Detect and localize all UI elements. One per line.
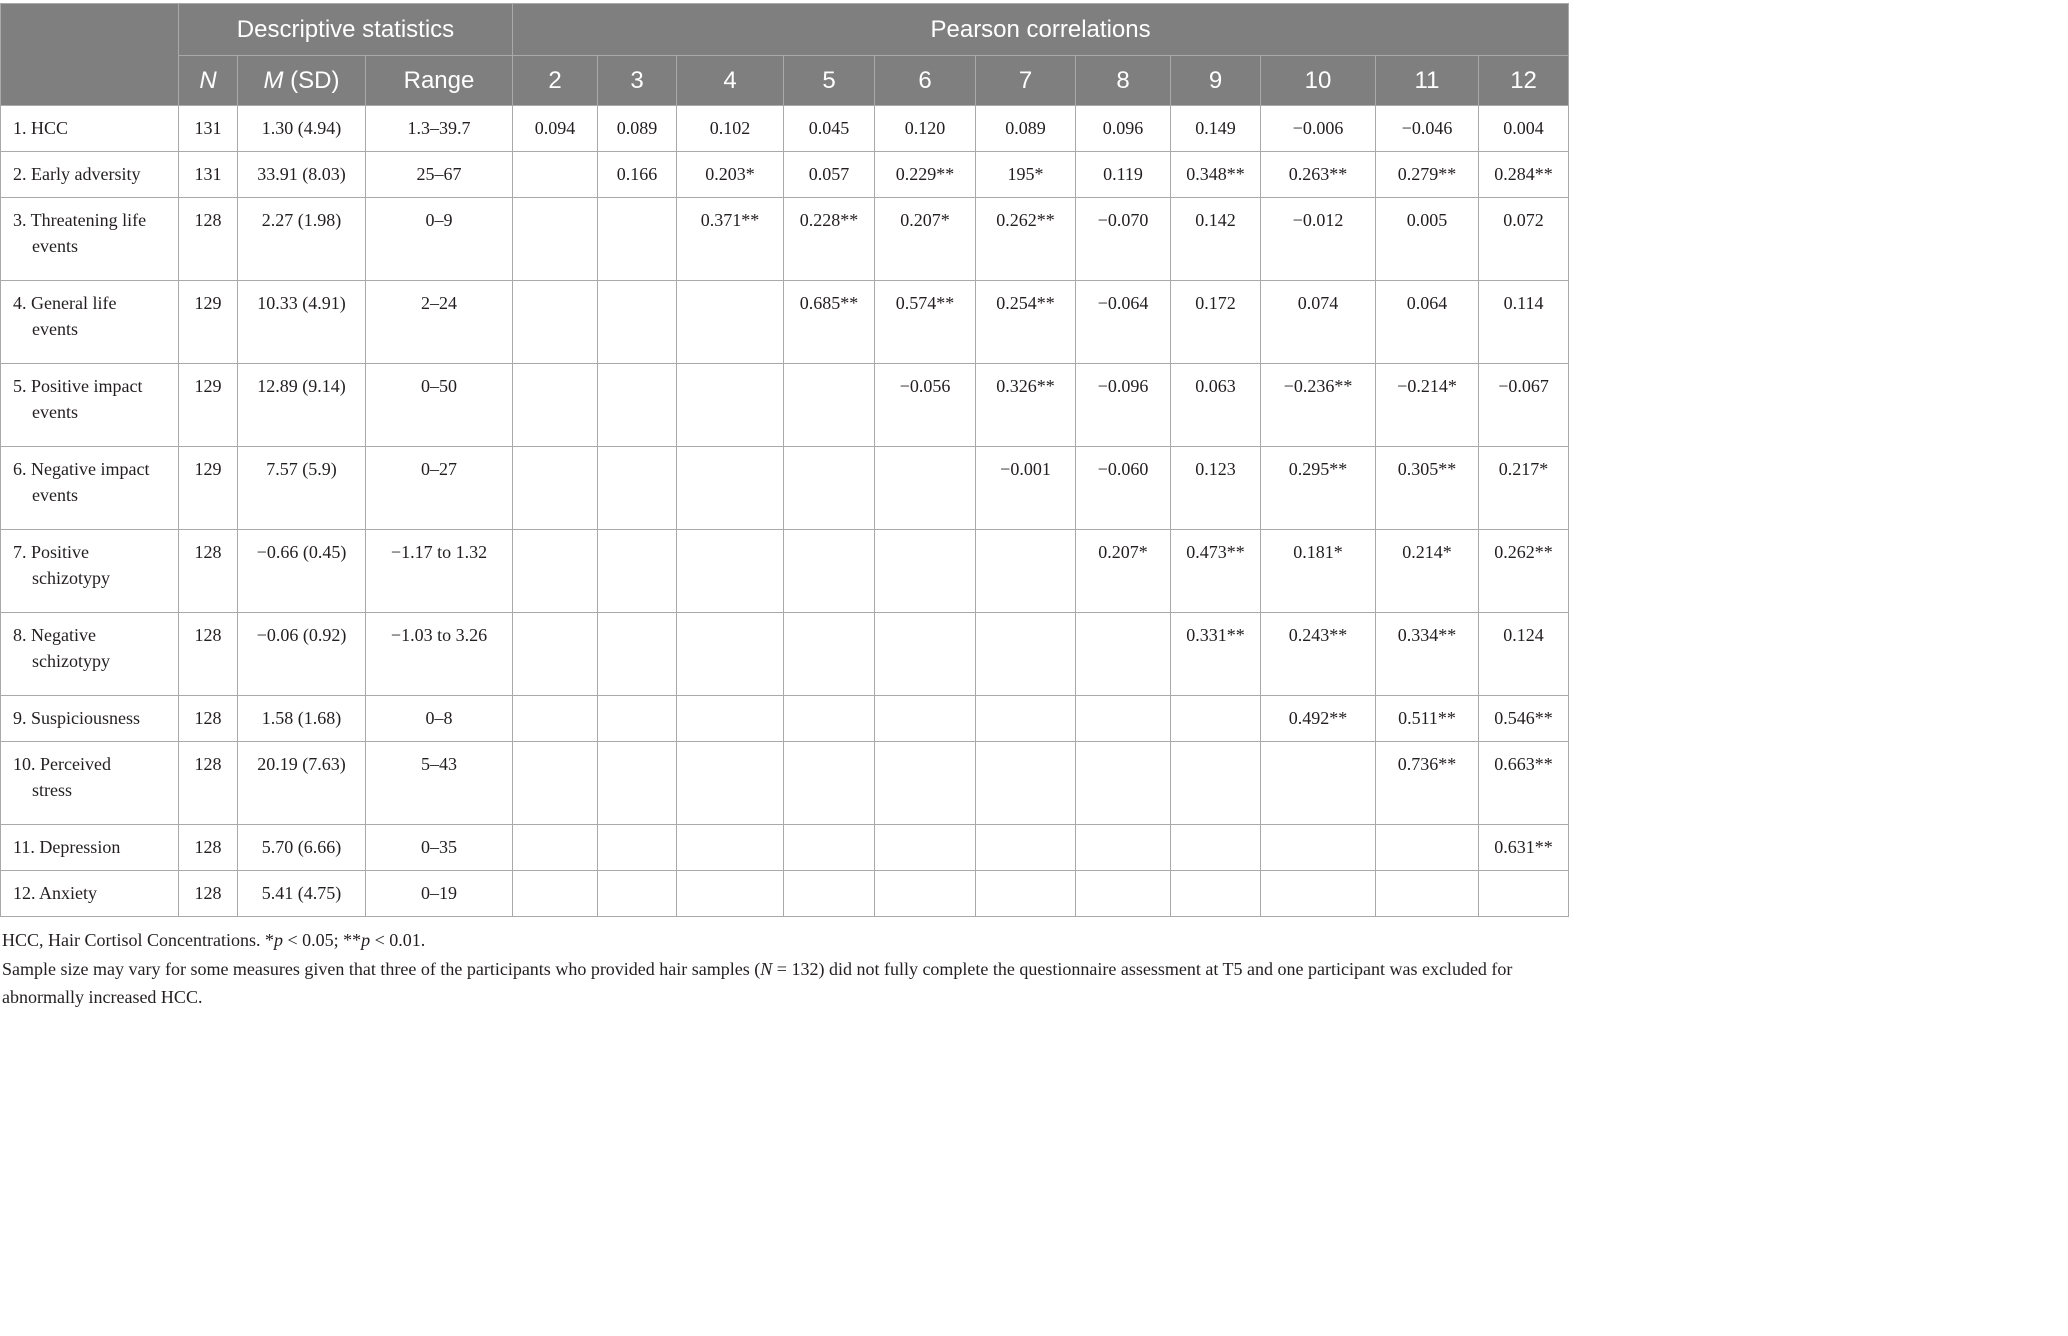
cell-correlation: 0.045 xyxy=(784,106,875,152)
row-label-line: events xyxy=(32,319,78,339)
cell-correlation xyxy=(875,613,976,696)
cell-correlation: 0.207* xyxy=(1076,530,1171,613)
cell-correlation xyxy=(875,871,976,917)
cell-correlation: 0.279** xyxy=(1376,152,1479,198)
cell-correlation xyxy=(784,696,875,742)
cell-correlation xyxy=(1261,825,1376,871)
footnote-abbreviations: HCC, Hair Cortisol Concentrations. *p < 0.05; **p < 0.01. xyxy=(2,930,426,950)
cell-correlation: −0.056 xyxy=(875,364,976,447)
cell-correlation: 0.149 xyxy=(1171,106,1261,152)
cell-mean-sd: −0.66 (0.45) xyxy=(238,530,366,613)
row-label-line: 1. HCC xyxy=(13,118,69,138)
cell-correlation: 0.685** xyxy=(784,281,875,364)
row-label-line: events xyxy=(32,485,78,505)
cell-correlation xyxy=(598,696,677,742)
cell-correlation xyxy=(598,364,677,447)
cell-correlation: 0.181* xyxy=(1261,530,1376,613)
table-row xyxy=(1,825,1569,871)
cell-correlation xyxy=(1076,742,1171,825)
cell-correlation xyxy=(875,742,976,825)
cell-n: 128 xyxy=(179,825,238,871)
cell-correlation xyxy=(598,871,677,917)
cell-correlation xyxy=(677,825,784,871)
cell-mean-sd: 12.89 (9.14) xyxy=(238,364,366,447)
cell-correlation: 0.229** xyxy=(875,152,976,198)
cell-n: 128 xyxy=(179,613,238,696)
cell-correlation xyxy=(677,871,784,917)
cell-correlation xyxy=(976,696,1076,742)
cell-mean-sd: −0.06 (0.92) xyxy=(238,613,366,696)
cell-correlation: 0.371** xyxy=(677,198,784,281)
cell-correlation: 0.172 xyxy=(1171,281,1261,364)
cell-range: 25–67 xyxy=(366,152,513,198)
cell-correlation: −0.046 xyxy=(1376,106,1479,152)
cell-correlation xyxy=(598,281,677,364)
cell-correlation xyxy=(1171,825,1261,871)
cell-range: 0–8 xyxy=(366,696,513,742)
row-label-line: 12. Anxiety xyxy=(13,883,97,903)
cell-correlation xyxy=(513,825,598,871)
cell-correlation: 0.331** xyxy=(1171,613,1261,696)
cell-mean-sd: 10.33 (4.91) xyxy=(238,281,366,364)
cell-correlation xyxy=(513,613,598,696)
cell-correlation xyxy=(513,871,598,917)
cell-correlation: 0.263** xyxy=(1261,152,1376,198)
row-label xyxy=(1,530,179,613)
table-row xyxy=(1,447,1569,530)
table-row xyxy=(1,106,1569,152)
table-row xyxy=(1,613,1569,696)
cell-correlation: −0.060 xyxy=(1076,447,1171,530)
cell-correlation xyxy=(784,613,875,696)
cell-correlation xyxy=(513,152,598,198)
row-label-line: 7. Positive xyxy=(13,542,90,562)
cell-correlation: −0.012 xyxy=(1261,198,1376,281)
cell-correlation xyxy=(976,825,1076,871)
cell-n: 129 xyxy=(179,281,238,364)
cell-n: 128 xyxy=(179,198,238,281)
cell-correlation xyxy=(513,364,598,447)
cell-correlation xyxy=(1376,871,1479,917)
cell-correlation: 0.262** xyxy=(976,198,1076,281)
header-corr-col: 4 xyxy=(677,56,784,106)
row-label-line: stress xyxy=(32,780,72,800)
cell-correlation xyxy=(784,871,875,917)
cell-mean-sd: 1.58 (1.68) xyxy=(238,696,366,742)
cell-correlation: 0.089 xyxy=(976,106,1076,152)
cell-correlation: 0.492** xyxy=(1261,696,1376,742)
cell-correlation xyxy=(875,825,976,871)
cell-correlation xyxy=(1076,871,1171,917)
cell-correlation: 0.631** xyxy=(1479,825,1569,871)
cell-correlation xyxy=(598,198,677,281)
footnote-sample-size: Sample size may vary for some measures given that three of the participants who provided hair samples (N = 132) did not fully complete the questionnaire assessment at T5 and one participant was excluded for abnormally increased HCC. xyxy=(2,958,1513,1007)
cell-correlation xyxy=(1171,871,1261,917)
cell-correlation xyxy=(513,281,598,364)
cell-correlation xyxy=(513,696,598,742)
cell-correlation: 0.005 xyxy=(1376,198,1479,281)
cell-n: 131 xyxy=(179,106,238,152)
row-label-line: events xyxy=(32,236,78,256)
cell-correlation: 0.262** xyxy=(1479,530,1569,613)
header-corr-col: 8 xyxy=(1076,56,1171,106)
cell-correlation xyxy=(1376,825,1479,871)
header-corr-col: 5 xyxy=(784,56,875,106)
cell-correlation: 0.305** xyxy=(1376,447,1479,530)
table-row xyxy=(1,742,1569,825)
cell-correlation: 0.057 xyxy=(784,152,875,198)
cell-correlation: 0.511** xyxy=(1376,696,1479,742)
table-footnotes xyxy=(2,926,1568,1012)
cell-correlation: 0.064 xyxy=(1376,281,1479,364)
header-column-row xyxy=(1,56,1569,106)
cell-mean-sd: 5.41 (4.75) xyxy=(238,871,366,917)
cell-correlation xyxy=(513,198,598,281)
header-pearson-correlations: Pearson correlations xyxy=(513,4,1569,56)
cell-correlation: 0.123 xyxy=(1171,447,1261,530)
cell-correlation xyxy=(875,696,976,742)
cell-correlation: 0.574** xyxy=(875,281,976,364)
row-label-line: 3. Threatening life xyxy=(13,210,147,230)
header-corr-col: 10 xyxy=(1261,56,1376,106)
header-m-sd: M (SD) xyxy=(238,56,366,106)
cell-correlation: −0.006 xyxy=(1261,106,1376,152)
cell-n: 131 xyxy=(179,152,238,198)
row-label-line: schizotypy xyxy=(32,651,110,671)
table-row xyxy=(1,530,1569,613)
cell-correlation xyxy=(677,696,784,742)
cell-correlation: 0.214* xyxy=(1376,530,1479,613)
cell-n: 129 xyxy=(179,364,238,447)
cell-correlation: −0.070 xyxy=(1076,198,1171,281)
cell-correlation: 0.096 xyxy=(1076,106,1171,152)
row-label xyxy=(1,198,179,281)
cell-range: 0–50 xyxy=(366,364,513,447)
cell-correlation: 0.074 xyxy=(1261,281,1376,364)
cell-correlation xyxy=(598,742,677,825)
cell-correlation: 0.166 xyxy=(598,152,677,198)
row-label-line: 6. Negative impact xyxy=(13,459,150,479)
cell-correlation xyxy=(1261,871,1376,917)
row-label xyxy=(1,825,179,871)
cell-correlation xyxy=(784,447,875,530)
cell-correlation: −0.064 xyxy=(1076,281,1171,364)
row-label xyxy=(1,696,179,742)
cell-correlation: 0.089 xyxy=(598,106,677,152)
cell-correlation: −0.096 xyxy=(1076,364,1171,447)
cell-mean-sd: 2.27 (1.98) xyxy=(238,198,366,281)
header-range: Range xyxy=(366,56,513,106)
cell-correlation: 0.072 xyxy=(1479,198,1569,281)
cell-correlation: 0.736** xyxy=(1376,742,1479,825)
header-group-row xyxy=(1,4,1569,56)
cell-correlation xyxy=(1076,825,1171,871)
cell-correlation: 0.120 xyxy=(875,106,976,152)
cell-correlation xyxy=(598,613,677,696)
cell-correlation: 0.119 xyxy=(1076,152,1171,198)
cell-correlation: 0.243** xyxy=(1261,613,1376,696)
cell-correlation xyxy=(976,742,1076,825)
table-row xyxy=(1,696,1569,742)
cell-correlation xyxy=(784,742,875,825)
cell-correlation: 0.663** xyxy=(1479,742,1569,825)
cell-correlation: −0.067 xyxy=(1479,364,1569,447)
cell-correlation: 0.203* xyxy=(677,152,784,198)
cell-n: 128 xyxy=(179,530,238,613)
cell-mean-sd: 33.91 (8.03) xyxy=(238,152,366,198)
cell-correlation: −0.236** xyxy=(1261,364,1376,447)
cell-mean-sd: 5.70 (6.66) xyxy=(238,825,366,871)
header-corr-col: 9 xyxy=(1171,56,1261,106)
row-label xyxy=(1,152,179,198)
cell-correlation xyxy=(677,364,784,447)
header-corr-col: 11 xyxy=(1376,56,1479,106)
row-label xyxy=(1,447,179,530)
cell-correlation xyxy=(513,742,598,825)
cell-range: 5–43 xyxy=(366,742,513,825)
row-label xyxy=(1,106,179,152)
header-corr-col: 2 xyxy=(513,56,598,106)
cell-correlation xyxy=(875,447,976,530)
cell-correlation: −0.001 xyxy=(976,447,1076,530)
cell-n: 128 xyxy=(179,871,238,917)
cell-correlation: 0.102 xyxy=(677,106,784,152)
cell-correlation: 0.063 xyxy=(1171,364,1261,447)
row-label-line: 5. Positive impact xyxy=(13,376,143,396)
cell-mean-sd: 1.30 (4.94) xyxy=(238,106,366,152)
cell-correlation xyxy=(976,613,1076,696)
cell-correlation xyxy=(784,530,875,613)
cell-correlation xyxy=(677,613,784,696)
cell-correlation: 0.473** xyxy=(1171,530,1261,613)
row-label xyxy=(1,742,179,825)
cell-correlation xyxy=(598,447,677,530)
header-corr-col: 7 xyxy=(976,56,1076,106)
cell-correlation xyxy=(976,530,1076,613)
row-label-line: schizotypy xyxy=(32,568,110,588)
cell-range: −1.17 to 1.32 xyxy=(366,530,513,613)
cell-correlation: 0.334** xyxy=(1376,613,1479,696)
correlation-table xyxy=(0,3,1569,917)
cell-range: 0–35 xyxy=(366,825,513,871)
row-label xyxy=(1,281,179,364)
cell-n: 128 xyxy=(179,742,238,825)
row-label-line: 11. Depression xyxy=(13,837,121,857)
cell-mean-sd: 20.19 (7.63) xyxy=(238,742,366,825)
cell-correlation: 0.348** xyxy=(1171,152,1261,198)
cell-correlation xyxy=(598,825,677,871)
cell-correlation xyxy=(513,530,598,613)
cell-correlation xyxy=(677,742,784,825)
cell-correlation xyxy=(1171,742,1261,825)
cell-correlation xyxy=(875,530,976,613)
cell-correlation xyxy=(784,825,875,871)
cell-correlation: 0.142 xyxy=(1171,198,1261,281)
cell-n: 129 xyxy=(179,447,238,530)
cell-correlation xyxy=(784,364,875,447)
cell-correlation: 0.326** xyxy=(976,364,1076,447)
cell-correlation xyxy=(677,530,784,613)
cell-correlation xyxy=(598,530,677,613)
cell-correlation: 0.004 xyxy=(1479,106,1569,152)
cell-range: 0–9 xyxy=(366,198,513,281)
row-label xyxy=(1,364,179,447)
cell-correlation: −0.214* xyxy=(1376,364,1479,447)
cell-correlation: 0.207* xyxy=(875,198,976,281)
cell-correlation xyxy=(1076,613,1171,696)
cell-range: 2–24 xyxy=(366,281,513,364)
cell-correlation xyxy=(677,281,784,364)
table-row xyxy=(1,198,1569,281)
cell-range: 0–19 xyxy=(366,871,513,917)
cell-correlation xyxy=(1479,871,1569,917)
cell-correlation: 0.254** xyxy=(976,281,1076,364)
cell-correlation: 0.295** xyxy=(1261,447,1376,530)
table-row xyxy=(1,281,1569,364)
header-descriptive-statistics: Descriptive statistics xyxy=(179,4,513,56)
cell-mean-sd: 7.57 (5.9) xyxy=(238,447,366,530)
cell-range: 0–27 xyxy=(366,447,513,530)
row-label-line: 2. Early adversity xyxy=(13,164,141,184)
cell-correlation xyxy=(1171,696,1261,742)
cell-range: 1.3–39.7 xyxy=(366,106,513,152)
cell-correlation: 0.217* xyxy=(1479,447,1569,530)
table-body xyxy=(1,106,1569,917)
row-label-line: events xyxy=(32,402,78,422)
header-corr-col: 12 xyxy=(1479,56,1569,106)
cell-correlation: 195* xyxy=(976,152,1076,198)
cell-correlation: 0.124 xyxy=(1479,613,1569,696)
table-row xyxy=(1,152,1569,198)
row-label-line: 8. Negative xyxy=(13,625,96,645)
row-label xyxy=(1,871,179,917)
cell-correlation: 0.094 xyxy=(513,106,598,152)
row-label xyxy=(1,613,179,696)
header-corner xyxy=(1,4,179,106)
header-corr-col: 6 xyxy=(875,56,976,106)
row-label-line: 9. Suspiciousness xyxy=(13,708,141,728)
cell-correlation: 0.114 xyxy=(1479,281,1569,364)
row-label-line: 10. Perceived xyxy=(13,754,111,774)
cell-correlation xyxy=(677,447,784,530)
table-row xyxy=(1,364,1569,447)
cell-correlation xyxy=(1261,742,1376,825)
cell-correlation: 0.546** xyxy=(1479,696,1569,742)
cell-correlation xyxy=(976,871,1076,917)
cell-correlation xyxy=(1076,696,1171,742)
header-n: N xyxy=(179,56,238,106)
table-row xyxy=(1,871,1569,917)
row-label-line: 4. General life xyxy=(13,293,117,313)
cell-correlation xyxy=(513,447,598,530)
cell-n: 128 xyxy=(179,696,238,742)
cell-correlation: 0.284** xyxy=(1479,152,1569,198)
cell-correlation: 0.228** xyxy=(784,198,875,281)
cell-range: −1.03 to 3.26 xyxy=(366,613,513,696)
header-corr-col: 3 xyxy=(598,56,677,106)
